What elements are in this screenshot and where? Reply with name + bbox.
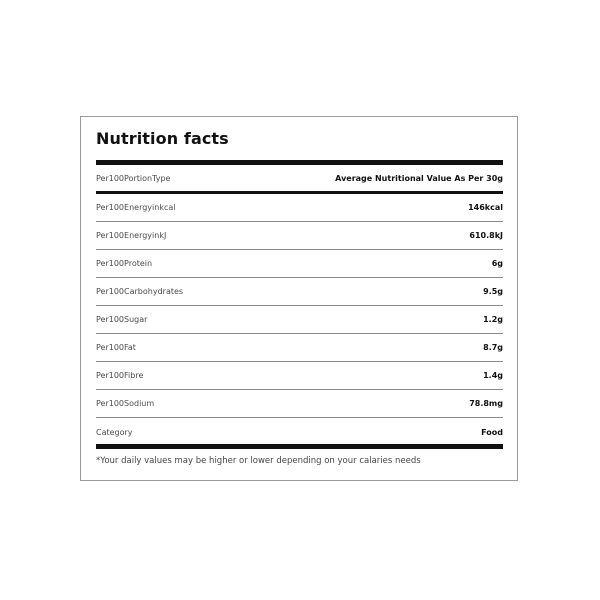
- row-value: 610.8kJ: [469, 231, 503, 240]
- row-label: Per100Sodium: [96, 399, 155, 408]
- table-row-sugar: [96, 306, 503, 334]
- row-value: 78.8mg: [469, 399, 503, 408]
- table-row-energy-kcal: [96, 194, 503, 222]
- row-value: 8.7g: [483, 343, 503, 352]
- row-value: 146kcal: [468, 203, 503, 212]
- row-value: 1.4g: [483, 371, 503, 380]
- nutrition-facts-title: Nutrition facts: [96, 129, 229, 148]
- table-row-category: [96, 418, 503, 446]
- row-label: Per100PortionType: [96, 173, 171, 183]
- bottom-divider: [96, 444, 503, 449]
- nutrition-facts-panel: [80, 116, 518, 481]
- row-label: Category: [96, 427, 133, 437]
- row-label: Per100Carbohydrates: [96, 287, 184, 296]
- row-value: 6g: [491, 259, 503, 268]
- table-row-carbohydrates: [96, 278, 503, 306]
- row-value: 9.5g: [483, 287, 503, 296]
- table-row-portion-type: [96, 165, 503, 194]
- row-label: Per100Protein: [96, 259, 153, 268]
- row-label: Per100Sugar: [96, 315, 148, 324]
- row-value: 1.2g: [483, 315, 503, 324]
- table-row-energy-kj: [96, 222, 503, 250]
- nutrition-table: [96, 165, 503, 446]
- row-label: Per100Energyinkcal: [96, 203, 176, 212]
- row-label: Per100Fat: [96, 343, 136, 352]
- daily-values-footnote: *Your daily values may be higher or lower depending on your calaries needs: [96, 456, 421, 466]
- row-value: Food: [481, 427, 503, 437]
- table-row-sodium: [96, 390, 503, 418]
- table-row-protein: [96, 250, 503, 278]
- row-label: Per100EnergyinkJ: [96, 231, 167, 240]
- table-row-fat: [96, 334, 503, 362]
- table-row-fibre: [96, 362, 503, 390]
- row-value: Average Nutritional Value As Per 30g: [335, 173, 503, 183]
- row-label: Per100Fibre: [96, 371, 144, 380]
